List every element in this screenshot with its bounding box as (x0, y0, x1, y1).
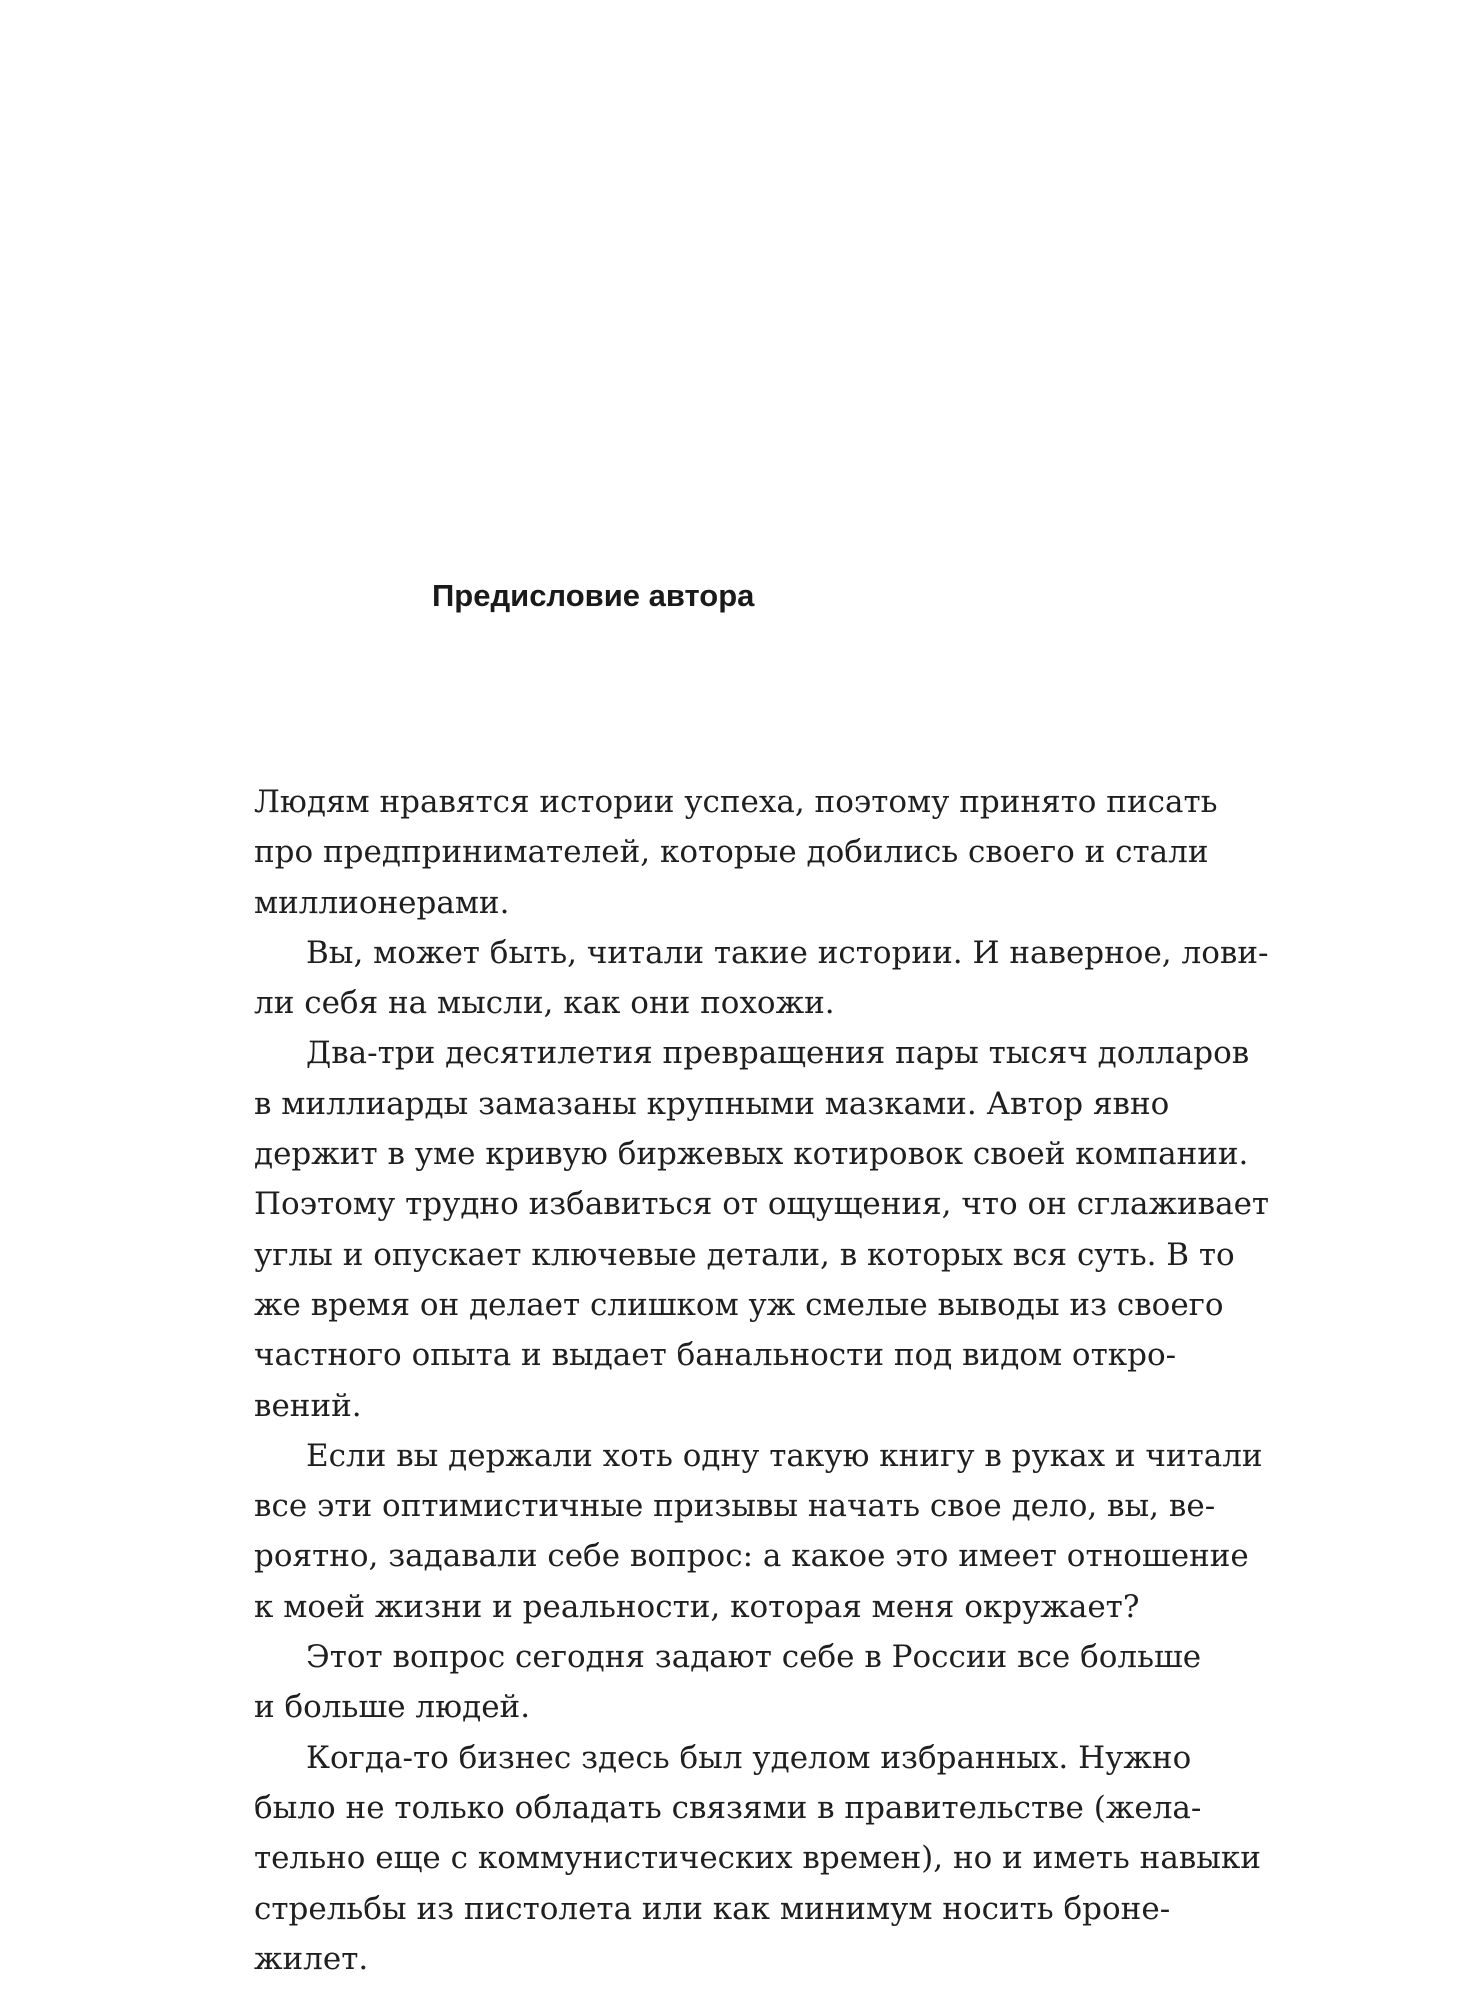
text-line: ли себя на мысли, как они похожи. (254, 985, 835, 1022)
text-line: тельно еще с коммунистических времен), но и иметь навыки (254, 1840, 1261, 1877)
text-line: было не только обладать связями в правительстве (жела- (254, 1789, 1202, 1826)
text-line: углы и опускает ключевые детали, в которых вся суть. В то (254, 1236, 1235, 1273)
text-line: вений. (254, 1387, 362, 1424)
text-line: держит в уме кривую биржевых котировок своей компании. (254, 1136, 1249, 1173)
text-line: стрельбы из пистолета или как минимум носить броне- (254, 1890, 1171, 1927)
text-line: роятно, задавали себе вопрос: а какое это имеет отношение (254, 1538, 1249, 1575)
text-line: Людям нравятся истории успеха, поэтому принято писать (254, 784, 1218, 820)
text-line: Этот вопрос сегодня задают себе в России все больше (306, 1639, 1202, 1676)
text-line: Два-три десятилетия превращения пары тысяч долларов (306, 1035, 1250, 1072)
text-line: же время он делает слишком уж смелые выводы из своего (254, 1286, 1224, 1323)
body-text (254, 777, 1314, 1984)
text-line: миллионерами. (254, 884, 510, 921)
chapter-title: Предисловие автора (432, 578, 755, 613)
text-line: частного опыта и выдает банальности под видом откро- (254, 1337, 1177, 1374)
text-line: все эти оптимистичные призывы начать свое дело, вы, ве- (254, 1488, 1216, 1525)
text-line: в миллиарды замазаны крупными мазками. Автор явно (254, 1085, 1170, 1122)
text-line: жилет. (254, 1940, 369, 1977)
text-line: Когда-то бизнес здесь был уделом избранных. Нужно (306, 1739, 1192, 1776)
text-line: про предпринимателей, которые добились своего и стали (254, 834, 1209, 871)
text-line: и больше людей. (254, 1689, 531, 1726)
text-line: Вы, может быть, читали такие истории. И наверное, лови- (306, 934, 1269, 971)
text-line: к моей жизни и реальности, которая меня окружает? (254, 1588, 1140, 1625)
text-line: Если вы держали хоть одну такую книгу в руках и читали (306, 1437, 1263, 1474)
text-line: Поэтому трудно избавиться от ощущения, что он сглаживает (254, 1186, 1270, 1223)
